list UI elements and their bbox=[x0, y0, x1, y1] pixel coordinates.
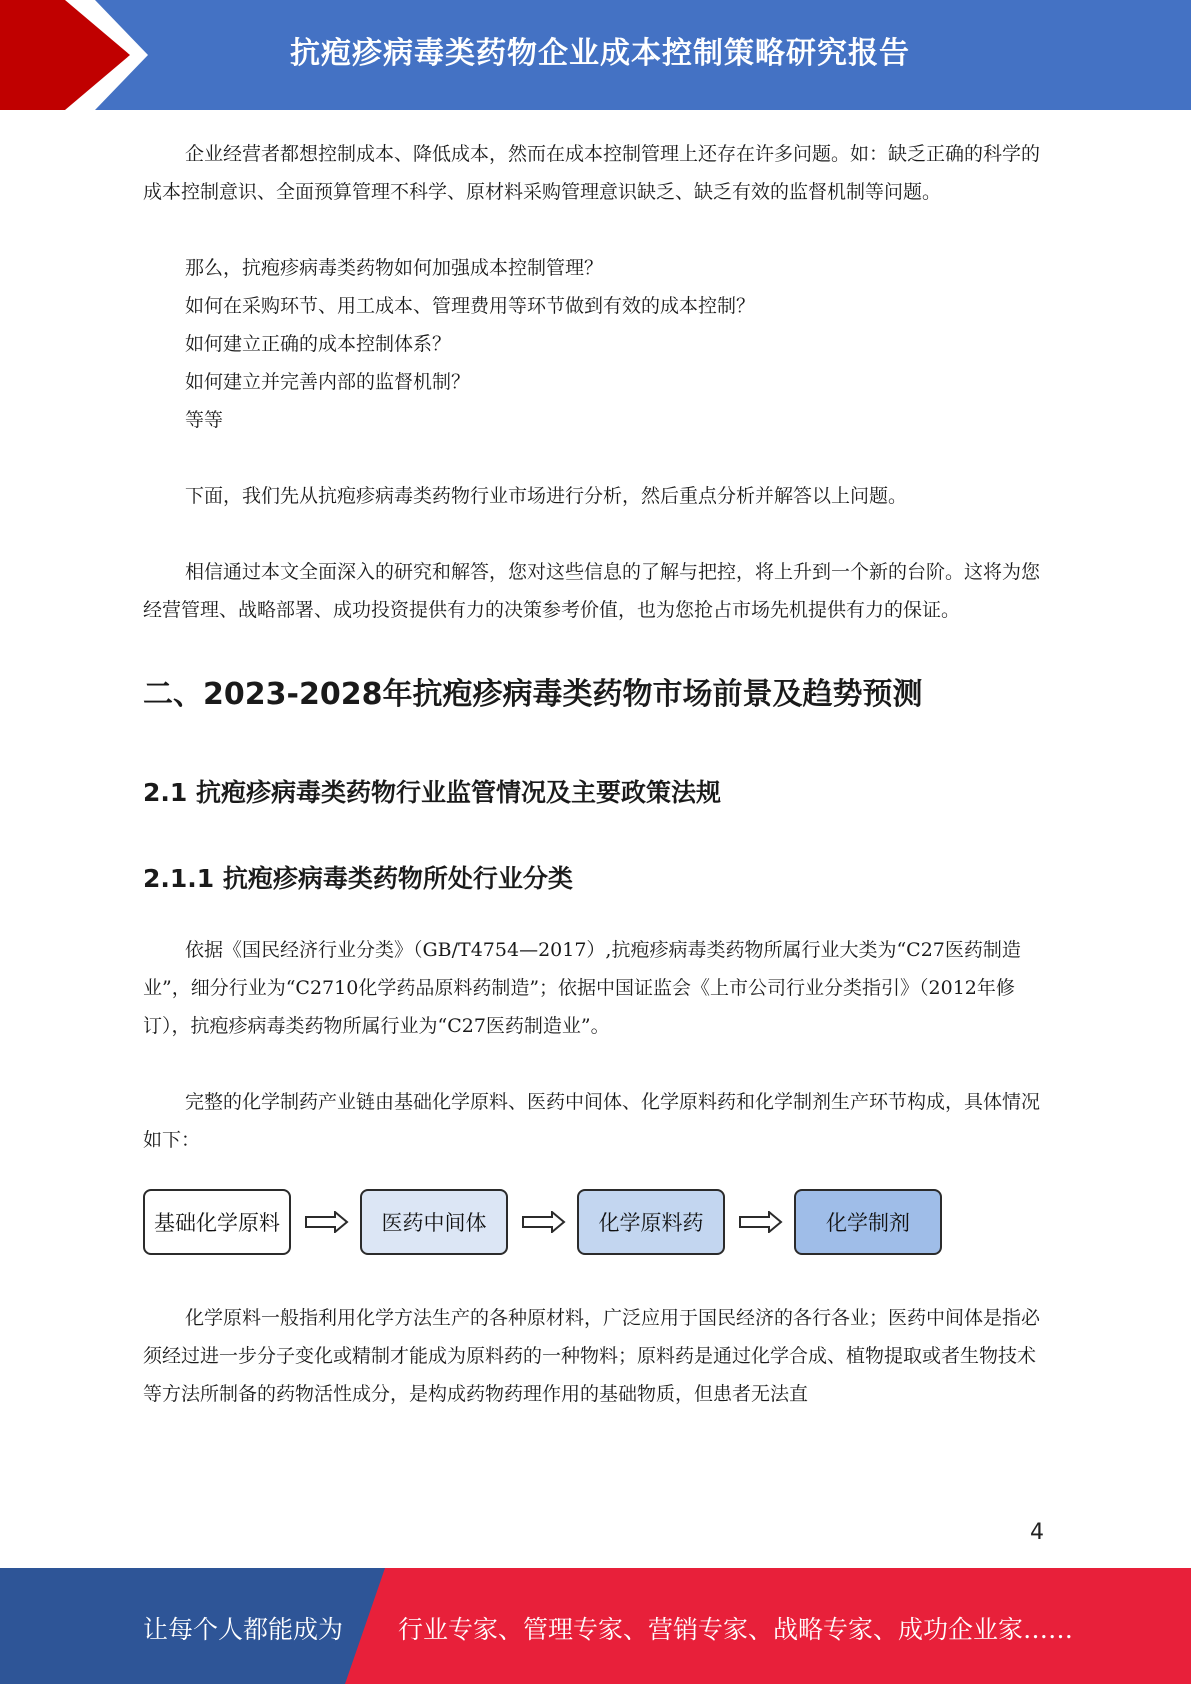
page-header bbox=[0, 0, 1191, 110]
question-item: 等等 bbox=[185, 409, 224, 431]
arrow-right-icon bbox=[739, 1211, 783, 1233]
industry-chain-paragraph: 完整的化学制药产业链由基础化学原料、医药中间体、化学原料药和化学制剂生产环节构成，具体情况如下： bbox=[143, 1091, 1041, 1151]
footer-slogan-right: 行业专家、管理专家、营销专家、战略专家、成功企业家…… bbox=[398, 1615, 1074, 1644]
footer-slogan-left: 让每个人都能成为 bbox=[143, 1615, 344, 1644]
subsubsection-heading: 2.1.1 抗疱疹病毒类药物所处行业分类 bbox=[143, 864, 573, 893]
question-list bbox=[143, 249, 1048, 439]
flow-step-api: 化学原料药 bbox=[577, 1189, 725, 1255]
flow-step-intermediates: 医药中间体 bbox=[360, 1189, 508, 1255]
question-item: 那么，抗疱疹病毒类药物如何加强成本控制管理？ bbox=[185, 257, 604, 279]
intro-paragraph-2: 下面，我们先从抗疱疹病毒类药物行业市场进行分析，然后重点分析并解答以上问题。 bbox=[185, 485, 908, 507]
header-title: 抗疱疹病毒类药物企业成本控制策略研究报告 bbox=[290, 36, 910, 71]
arrow-right-icon bbox=[305, 1211, 349, 1233]
subsection-heading: 2.1 抗疱疹病毒类药物行业监管情况及主要政策法规 bbox=[143, 778, 721, 807]
flow-step-formulations: 化学制剂 bbox=[794, 1189, 942, 1255]
intro-paragraph-3: 相信通过本文全面深入的研究和解答，您对这些信息的了解与把控，将上升到一个新的台阶。这将为您经营管理、战略部署、成功投资提供有力的决策参考价值，也为您抢占市场先机提供有力的保证。 bbox=[143, 561, 1041, 621]
flow-step-basic-chemicals: 基础化学原料 bbox=[143, 1189, 291, 1255]
arrow-right-icon bbox=[522, 1211, 566, 1233]
question-item: 如何在采购环节、用工成本、管理费用等环节做到有效的成本控制？ bbox=[185, 295, 756, 317]
intro-paragraph-1: 企业经营者都想控制成本、降低成本，然而在成本控制管理上还存在许多问题。如：缺乏正确的科学的成本控制意识、全面预算管理不科学、原材料采购管理意识缺乏、缺乏有效的监督机制等问题。 bbox=[143, 143, 1041, 203]
page-number: 4 bbox=[1030, 1520, 1044, 1545]
question-item: 如何建立正确的成本控制体系？ bbox=[185, 333, 452, 355]
document-body bbox=[143, 135, 1048, 1413]
classification-paragraph: 依据《国民经济行业分类》（GB/T4754—2017）,抗疱疹病毒类药物所属行业大类为“C27医药制造业”，细分行业为“C2710化学药品原料药制造”；依据中国证监会《上市公司行业分类指引》（2012年修订），抗疱疹病毒类药物所属行业为“C27医药制造业”。 bbox=[143, 939, 1021, 1037]
industry-chain-diagram bbox=[143, 1189, 1048, 1259]
page-footer bbox=[0, 1568, 1191, 1684]
chemical-definition-paragraph: 化学原料一般指利用化学方法生产的各种原材料，广泛应用于国民经济的各行各业；医药中间体是指必须经过进一步分子变化或精制才能成为原料药的一种物料；原料药是通过化学合成、植物提取或者生物技术等方法所制备的药物活性成分，是构成药物药理作用的基础物质，但患者无法直 bbox=[143, 1307, 1041, 1405]
question-item: 如何建立并完善内部的监督机制？ bbox=[185, 371, 471, 393]
section-heading: 二、2023-2028年抗疱疹病毒类药物市场前景及趋势预测 bbox=[143, 677, 923, 712]
